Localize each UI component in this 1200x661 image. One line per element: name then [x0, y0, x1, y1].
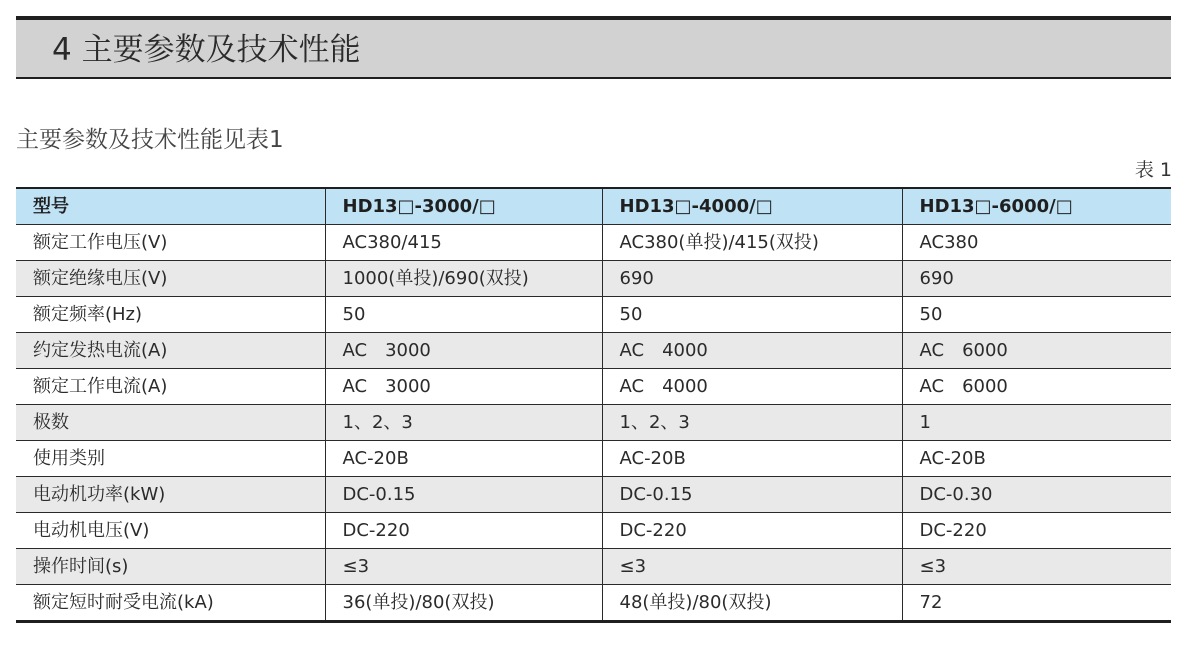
table-row — [16, 585, 1171, 622]
cell-value-4000: 50 — [602, 297, 902, 333]
cell-value-3000: 1、2、3 — [325, 405, 602, 441]
cell-value-4000: DC-220 — [602, 513, 902, 549]
cell-param-name: 额定工作电压(V) — [16, 225, 325, 261]
header-cell-4000: HD13□-4000/□ — [602, 188, 902, 225]
cell-value-3000: AC 3000 — [325, 333, 602, 369]
cell-value-6000: AC-20B — [902, 441, 1171, 477]
cell-value-4000: AC-20B — [602, 441, 902, 477]
cell-value-6000: AC 6000 — [902, 333, 1171, 369]
cell-value-3000: AC380/415 — [325, 225, 602, 261]
cell-value-6000: 50 — [902, 297, 1171, 333]
cell-param-name: 操作时间(s) — [16, 549, 325, 585]
table-row — [16, 261, 1171, 297]
cell-param-name: 电动机电压(V) — [16, 513, 325, 549]
cell-value-3000: DC-0.15 — [325, 477, 602, 513]
cell-param-name: 额定短时耐受电流(kA) — [16, 585, 325, 622]
table-row — [16, 477, 1171, 513]
table-row — [16, 297, 1171, 333]
spec-table — [16, 187, 1171, 623]
cell-value-4000: AC 4000 — [602, 369, 902, 405]
cell-value-3000: DC-220 — [325, 513, 602, 549]
cell-value-6000: 72 — [902, 585, 1171, 622]
section-title: 4 主要参数及技术性能 — [52, 32, 361, 68]
cell-param-name: 极数 — [16, 405, 325, 441]
cell-value-6000: AC 6000 — [902, 369, 1171, 405]
cell-value-4000: ≤3 — [602, 549, 902, 585]
cell-value-4000: 690 — [602, 261, 902, 297]
cell-value-3000: ≤3 — [325, 549, 602, 585]
cell-param-name: 使用类别 — [16, 441, 325, 477]
cell-value-6000: ≤3 — [902, 549, 1171, 585]
cell-value-3000: AC-20B — [325, 441, 602, 477]
cell-value-3000: 50 — [325, 297, 602, 333]
cell-value-4000: DC-0.15 — [602, 477, 902, 513]
cell-value-3000: 36(单投)/80(双投) — [325, 585, 602, 622]
header-cell-6000: HD13□-6000/□ — [902, 188, 1171, 225]
table-row — [16, 369, 1171, 405]
table-row — [16, 333, 1171, 369]
table-row — [16, 441, 1171, 477]
cell-value-6000: DC-220 — [902, 513, 1171, 549]
spec-table-body — [16, 225, 1171, 622]
cell-param-name: 额定频率(Hz) — [16, 297, 325, 333]
cell-value-4000: 1、2、3 — [602, 405, 902, 441]
spec-table-header — [16, 188, 1171, 225]
cell-value-6000: AC380 — [902, 225, 1171, 261]
intro-text: 主要参数及技术性能见表1 — [16, 127, 284, 153]
table-row — [16, 225, 1171, 261]
cell-param-name: 额定工作电流(A) — [16, 369, 325, 405]
header-cell-3000: HD13□-3000/□ — [325, 188, 602, 225]
table-row — [16, 405, 1171, 441]
cell-param-name: 电动机功率(kW) — [16, 477, 325, 513]
cell-param-name: 额定绝缘电压(V) — [16, 261, 325, 297]
table-label: 表 1 — [1134, 159, 1172, 181]
cell-value-6000: DC-0.30 — [902, 477, 1171, 513]
table-row — [16, 549, 1171, 585]
header-cell-model: 型号 — [16, 188, 325, 225]
section-header-bar — [16, 16, 1171, 79]
table-row — [16, 513, 1171, 549]
cell-value-3000: 1000(单投)/690(双投) — [325, 261, 602, 297]
cell-param-name: 约定发热电流(A) — [16, 333, 325, 369]
cell-value-4000: AC 4000 — [602, 333, 902, 369]
cell-value-4000: AC380(单投)/415(双投) — [602, 225, 902, 261]
cell-value-4000: 48(单投)/80(双投) — [602, 585, 902, 622]
header-row — [16, 188, 1171, 225]
cell-value-3000: AC 3000 — [325, 369, 602, 405]
cell-value-6000: 1 — [902, 405, 1171, 441]
cell-value-6000: 690 — [902, 261, 1171, 297]
